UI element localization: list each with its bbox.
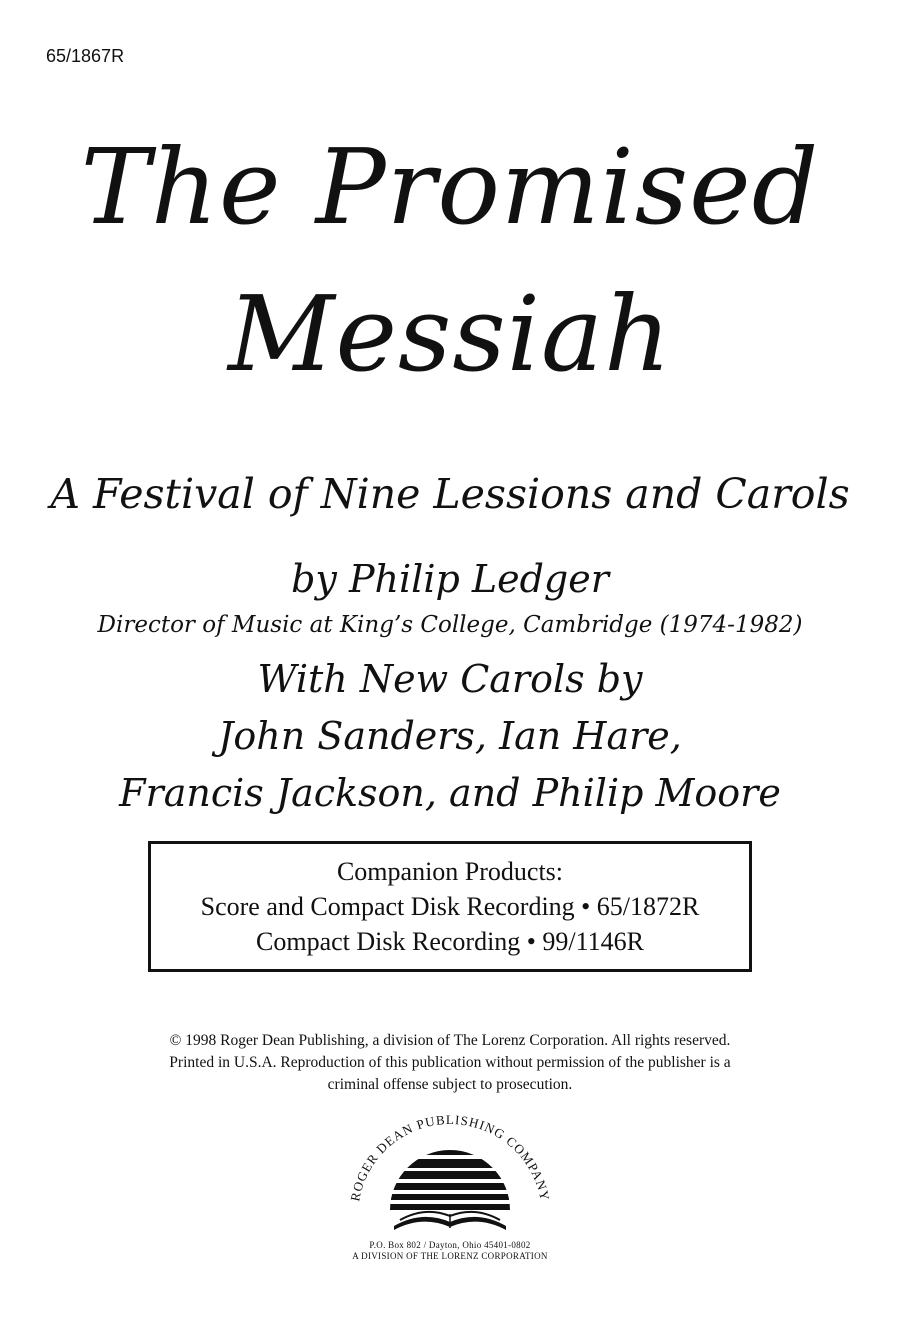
companion-item: Compact Disk Recording • 99/1146R (256, 927, 644, 956)
companion-products-box (148, 841, 752, 972)
copyright-notice (0, 1030, 900, 1096)
subtitle: A Festival of Nine Lessions and Carols (50, 470, 850, 518)
address-line: P.O. Box 802 / Dayton, Ohio 45401-0802 (369, 1240, 531, 1250)
publisher-address (0, 1240, 900, 1262)
sunrise-open-book-logo (330, 1098, 570, 1248)
new-carols-names-1: John Sanders, Ian Hare, (218, 714, 682, 758)
logo-arc-text: ROGER DEAN PUBLISHING COMPANY (347, 1112, 553, 1203)
copyright-line: Printed in U.S.A. Reproduction of this publication without permission of the publisher is a (169, 1054, 731, 1071)
division-line: A DIVISION OF THE LORENZ CORPORATION (352, 1251, 548, 1261)
title-line-1: The Promised (80, 126, 820, 248)
copyright-line: criminal offense subject to prosecution. (327, 1076, 573, 1093)
composer-byline: by Philip Ledger (291, 557, 609, 601)
companion-item: Score and Compact Disk Recording • 65/1872R (200, 892, 700, 921)
title-line-2: Messiah (227, 273, 673, 395)
copyright-line: © 1998 Roger Dean Publishing, a division of The Lorenz Corporation. All rights reserved. (169, 1032, 731, 1049)
companion-heading: Companion Products: (336, 857, 564, 886)
composer-role: Director of Music at King’s College, Cambridge (1974-1982) (97, 612, 803, 638)
new-carols-heading: With New Carols by (257, 657, 643, 701)
catalog-number: 65/1867R (46, 46, 125, 66)
new-carols-names-2: Francis Jackson, and Philip Moore (119, 771, 781, 815)
